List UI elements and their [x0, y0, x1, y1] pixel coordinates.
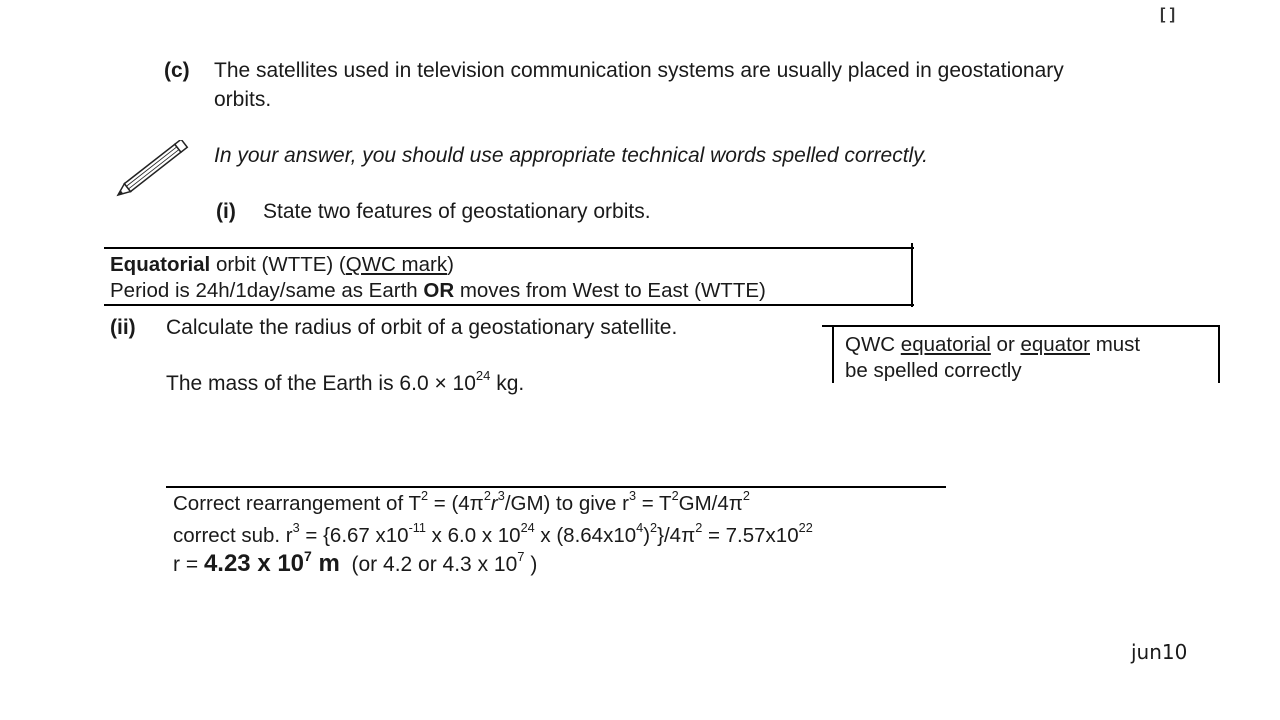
- formula-text: x 6.0 x 10: [425, 524, 521, 547]
- footer-label: jun10: [1131, 640, 1188, 664]
- superscript: 2: [421, 488, 429, 504]
- answer-i-line2-a: Period is 24h/1day/same as Earth: [110, 279, 424, 302]
- corner-mark: [ ]: [1160, 6, 1176, 23]
- answer-i-line1-end: ): [447, 253, 454, 276]
- superscript: 4: [636, 520, 644, 536]
- earth-mass-b: kg.: [490, 372, 525, 395]
- part-c-text-line2: orbits.: [214, 88, 272, 111]
- formula-text: = T: [636, 492, 672, 515]
- formula-text: m: [311, 550, 340, 577]
- qwc-note-line2: be spelled correctly: [845, 359, 1022, 382]
- answer-i-line2: [110, 277, 766, 304]
- answer-i-qwc-mark: QWC mark: [345, 253, 448, 276]
- formula-text: ): [524, 553, 538, 576]
- part-c-text-line1: The satellites used in television communication systems are usually placed in geostationary: [214, 59, 1064, 82]
- qwc-note-b: or: [990, 333, 1021, 356]
- qwc-note-equatorial: equatorial: [900, 333, 991, 356]
- formula-text: 4.23 x 10: [203, 550, 305, 577]
- formula-text: ): [643, 524, 651, 547]
- superscript: 3: [292, 520, 300, 536]
- superscript: 3: [628, 488, 637, 504]
- formula-text: x (8.64x10: [534, 524, 637, 547]
- qwc-instruction: In your answer, you should use appropriate technical words spelled correctly.: [214, 144, 928, 167]
- qwc-note-a: QWC: [845, 333, 901, 356]
- superscript: 2: [483, 488, 491, 504]
- formula-text: GM/4π: [678, 492, 743, 515]
- earth-mass-text: [166, 368, 525, 396]
- superscript: -11: [408, 520, 426, 536]
- qwc-note-c: must: [1090, 333, 1141, 356]
- answer-i-or: OR: [423, 279, 455, 302]
- formula-text: = (4π: [428, 492, 484, 515]
- part-i-label: (i): [216, 200, 236, 223]
- superscript: 24: [520, 520, 535, 536]
- answer-ii-line3: [173, 547, 538, 578]
- answer-i-equatorial: Equatorial: [110, 253, 211, 276]
- formula-text: Correct rearrangement of T: [173, 492, 422, 515]
- qwc-note-equator: equator: [1020, 333, 1090, 356]
- pencil-icon: [112, 140, 192, 200]
- part-ii-text: Calculate the radius of orbit of a geostationary satellite.: [166, 316, 678, 339]
- superscript: 2: [742, 488, 750, 504]
- formula-text: r: [490, 492, 498, 515]
- qwc-note-box-top: [822, 325, 1220, 327]
- answer-ii-line1: [173, 490, 750, 517]
- formula-text: r =: [173, 553, 204, 576]
- superscript: 2: [695, 520, 703, 536]
- part-c-label: (c): [164, 59, 190, 82]
- answer-i-box-right: [911, 243, 913, 307]
- part-i-text: State two features of geostationary orbits.: [263, 200, 651, 223]
- part-ii-label: (ii): [110, 316, 136, 339]
- superscript: 22: [798, 520, 813, 536]
- earth-mass-exp: 24: [475, 368, 491, 384]
- superscript: 2: [650, 520, 658, 536]
- formula-text: correct sub. r: [173, 524, 293, 547]
- answer-i-line1-rest: orbit (WTTE) (: [210, 253, 346, 276]
- superscript: 2: [671, 488, 679, 504]
- superscript: 7: [304, 547, 312, 564]
- answer-i-box-top: [104, 247, 914, 249]
- formula-text: = 7.57x10: [702, 524, 799, 547]
- formula-text: (or 4.2 or 4.3 x 10: [339, 553, 518, 576]
- answer-i-box-bottom: [104, 304, 914, 306]
- superscript: 3: [497, 488, 505, 504]
- answer-ii-line2: [173, 522, 813, 549]
- qwc-note-box-right: [1218, 325, 1220, 383]
- qwc-note-box-left: [832, 325, 834, 383]
- formula-text: /GM) to give r: [504, 492, 629, 515]
- answer-ii-rule: [166, 486, 946, 488]
- formula-text: }/4π: [657, 524, 696, 547]
- earth-mass-a: The mass of the Earth is 6.0 × 10: [166, 372, 476, 395]
- answer-i-line1: [110, 251, 454, 278]
- answer-i-line2-b: moves from West to East (WTTE): [454, 279, 766, 302]
- formula-text: = {6.67 x10: [299, 524, 409, 547]
- qwc-note-line1: [845, 331, 1140, 358]
- superscript: 7: [517, 549, 525, 565]
